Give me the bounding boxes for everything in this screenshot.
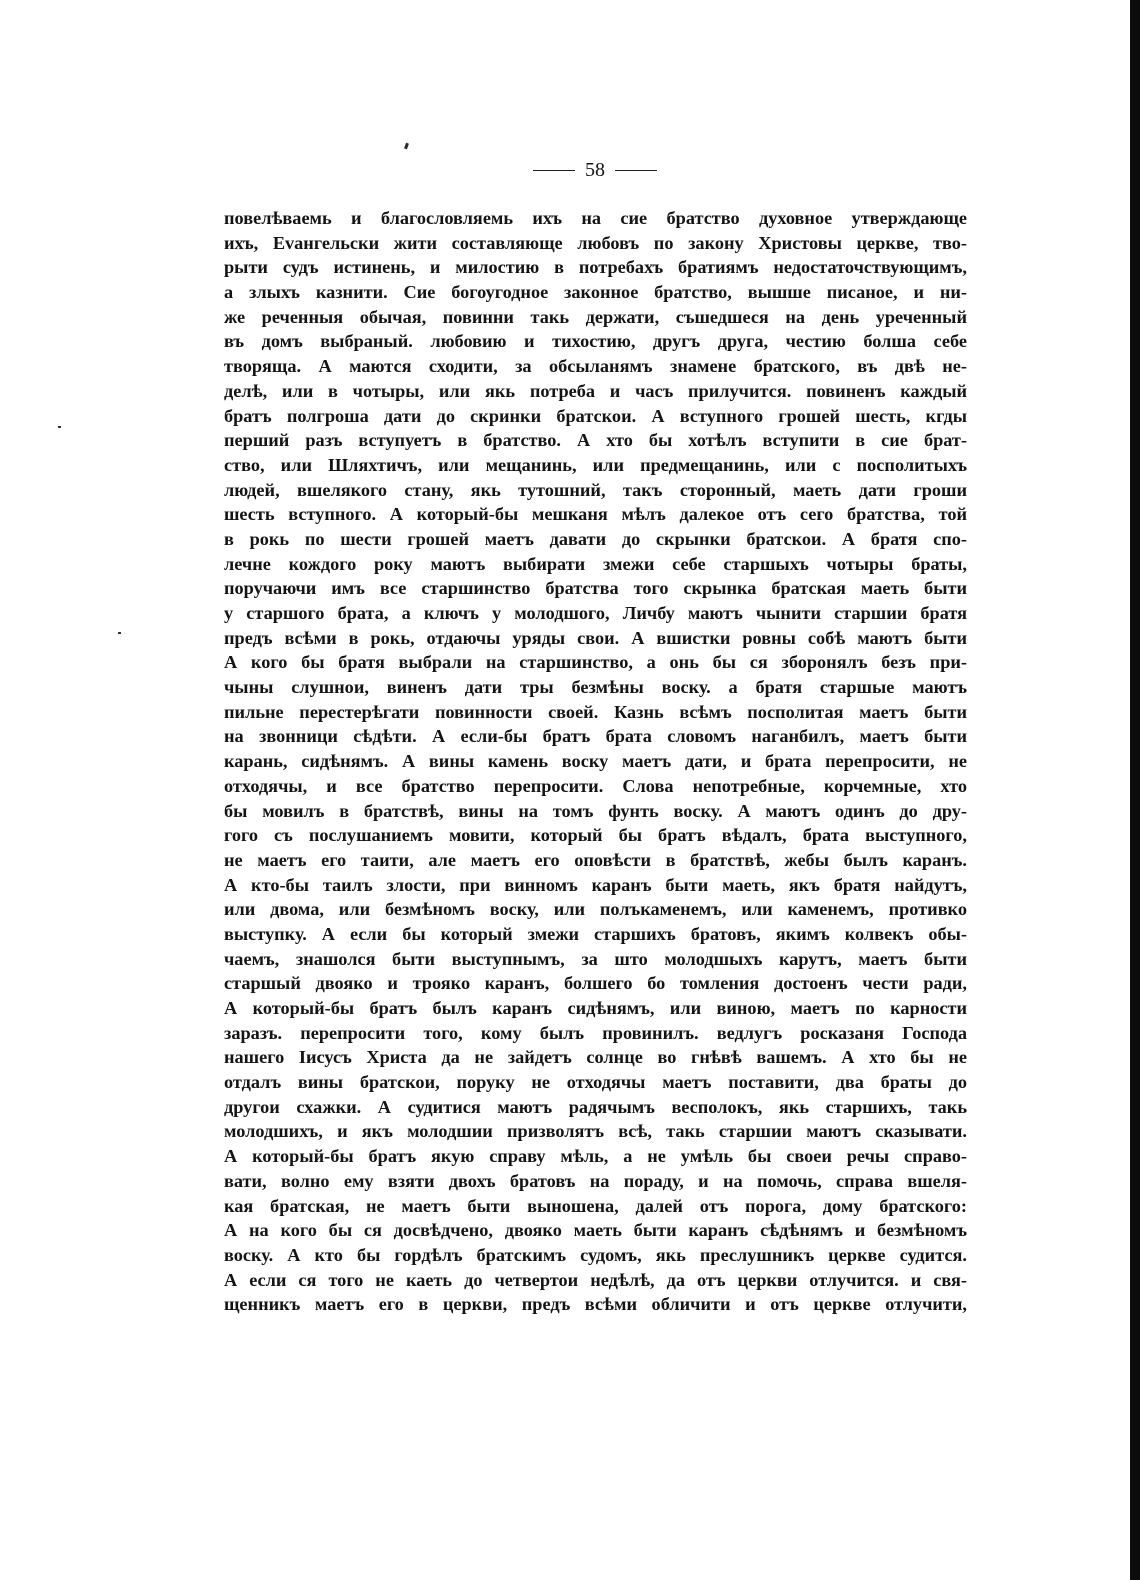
text-line: же реченныя обычая, повинни такь держати, съшедшеся на день уреченный bbox=[224, 306, 967, 327]
text-line: щенникъ маетъ его в церкви, предъ всѣми обличити и отъ церкве отлучити, bbox=[224, 1294, 967, 1315]
text-line: не маетъ его таити, але маетъ его оповѣсти в братствѣ, жебы былъ каранъ. bbox=[224, 849, 967, 870]
right-rule bbox=[615, 170, 657, 171]
text-line: гого съ послушаниемъ мовити, который бы братъ вѣдалъ, брата выступного, bbox=[224, 825, 967, 846]
text-line: поручаючи имъ все старшинство братства того скрынка братская маеть быти bbox=[224, 578, 967, 599]
margin-mark bbox=[58, 426, 61, 428]
text-line: А который-бы братъ былъ каранъ сидѣнямъ, или виною, маетъ по карности bbox=[224, 998, 967, 1018]
page-number: 58 bbox=[585, 158, 605, 181]
text-line: другои схажки. А судитися маютъ радячымъ весполокъ, якь старшихъ, такь bbox=[224, 1096, 967, 1117]
page-number-header bbox=[520, 158, 670, 182]
text-line: нашего Iисусъ Христа да не зайдетъ солнце во гнѣвѣ вашемъ. А хто бы не bbox=[224, 1047, 967, 1068]
text-line: старшый двояко и трояко каранъ, болшего бо томления достоенъ чести ради, bbox=[224, 973, 967, 994]
text-line: рыти судъ истинень, и милостию в потребахъ братиямъ недостаточствующимъ, bbox=[224, 257, 967, 278]
text-line: А кого бы братя выбрали на старшинство, а онь бы ся зборонялъ безъ при- bbox=[224, 652, 967, 673]
text-line: А если ся того не каеть до четвертои недѣлѣ, да отъ церкви отлучится. и свя- bbox=[224, 1269, 967, 1290]
text-line: на звонници сѣдѣти. А если-бы братъ брата словомъ наганбилъ, маетъ быти bbox=[224, 726, 967, 747]
text-line: молодшихъ, и якъ молодшии призволятъ всѣ, такь старшии маютъ сказывати. bbox=[224, 1121, 967, 1142]
text-line: лечне кождого року маютъ выбирати змежи себе старшыхъ чотыры браты, bbox=[224, 553, 967, 574]
text-line: братъ полгроша дати до скринки братскои. А вступного грошей шесть, кгды bbox=[224, 405, 967, 426]
margin-mark bbox=[118, 632, 121, 634]
text-line: ихъ, Еvангельски жити составляюще любовъ по закону Христовы церкве, тво- bbox=[224, 232, 967, 253]
text-line: шесть вступного. А который-бы мешканя мѣлъ далекое отъ сего братства, той bbox=[224, 504, 967, 525]
text-line: заразъ. перепросити того, кому былъ провинилъ. ведлугъ росказаня Господа bbox=[224, 1022, 967, 1043]
text-line: карань, сидѣнямъ. А вины камень воску маетъ дати, и брата перепросити, не bbox=[224, 751, 967, 772]
body-text bbox=[224, 206, 967, 1317]
text-line: повелѣваемь и благословляемь ихъ на сие братство духовное утверждающе bbox=[224, 208, 967, 228]
text-line: вати, волно ему взяти двохъ братовъ на пораду, и на помочь, справа вшеля- bbox=[224, 1170, 967, 1191]
ink-speck bbox=[404, 143, 409, 150]
text-line: А на кого бы ся досвѣдчено, двояко маеть быти каранъ сѣдѣнямъ и безмѣномъ bbox=[224, 1220, 967, 1241]
text-line: чыны слушнои, виненъ дати тры безмѣны воску. а братя старшые маютъ bbox=[224, 677, 967, 698]
text-line: А кто-бы таилъ злости, при винномъ каранъ быти маеть, якъ братя найдутъ, bbox=[224, 874, 967, 895]
text-line: отдалъ вины братскои, поруку не отходячы маетъ поставити, два браты до bbox=[224, 1072, 967, 1093]
text-line: кая братская, не маетъ быти выношена, далей отъ порога, дому братского: bbox=[224, 1195, 967, 1216]
scan-edge-shadow bbox=[1130, 0, 1140, 1580]
text-line: пильне перестерѣгати повинности своей. Казнь всѣмъ посполитая маетъ быти bbox=[224, 701, 967, 722]
text-line: в рокь по шести грошей маетъ давати до скрынки братскои. А братя спо- bbox=[224, 528, 967, 549]
text-line: людей, вшелякого стану, якь тутошний, такъ сторонный, маеть дати гроши bbox=[224, 479, 967, 500]
left-rule bbox=[533, 170, 575, 171]
text-line: въ домъ выбраный. любовию и тихостию, другъ друга, честию болша себе bbox=[224, 331, 967, 352]
text-line: а злыхъ казнити. Сие богоугодное законное братство, вышше писаное, и ни- bbox=[224, 282, 967, 303]
text-line: делѣ, или в чотыры, или якь потреба и часъ прилучится. повиненъ каждый bbox=[224, 380, 967, 401]
text-line: творяща. А маются сходити, за обсыланямъ знамене братского, въ двѣ не- bbox=[224, 356, 967, 377]
text-line: перший разъ вступуетъ в братство. А хто бы хотѣлъ вступити в сие брат- bbox=[224, 430, 967, 451]
text-line: выступку. А если бы который змежи старшихъ братовъ, якимъ колвекъ обы- bbox=[224, 923, 967, 944]
text-line: предъ всѣми в рокь, отдаючы уряды свои. А вшистки ровны собѣ маютъ быти bbox=[224, 627, 967, 648]
text-line: или двома, или безмѣномъ воску, или полъкаменемъ, или каменемъ, противко bbox=[224, 899, 967, 920]
text-line: воску. А кто бы гордѣлъ братскимъ судомъ, якь преслушникъ церкве судится. bbox=[224, 1244, 967, 1265]
text-line: ство, или Шляхтичъ, или мещанинь, или предмещанинь, или с посполитыхъ bbox=[224, 454, 967, 475]
text-line: А который-бы братъ якую справу мѣль, а не умѣль бы своеи речы справо- bbox=[224, 1146, 967, 1167]
text-line: отходячы, и все братство перепросити. Слова непотребные, корчемные, хто bbox=[224, 775, 967, 796]
text-line: у старшого брата, а ключъ у молодшого, Личбу маютъ чынити старшии братя bbox=[224, 603, 967, 623]
text-line: чаемъ, знашолся быти выступнымъ, за што молодшыхъ карутъ, маетъ быти bbox=[224, 948, 967, 969]
text-line: бы мовилъ в братствѣ, вины на томъ фунть воску. А маютъ одинъ до дру- bbox=[224, 800, 967, 821]
